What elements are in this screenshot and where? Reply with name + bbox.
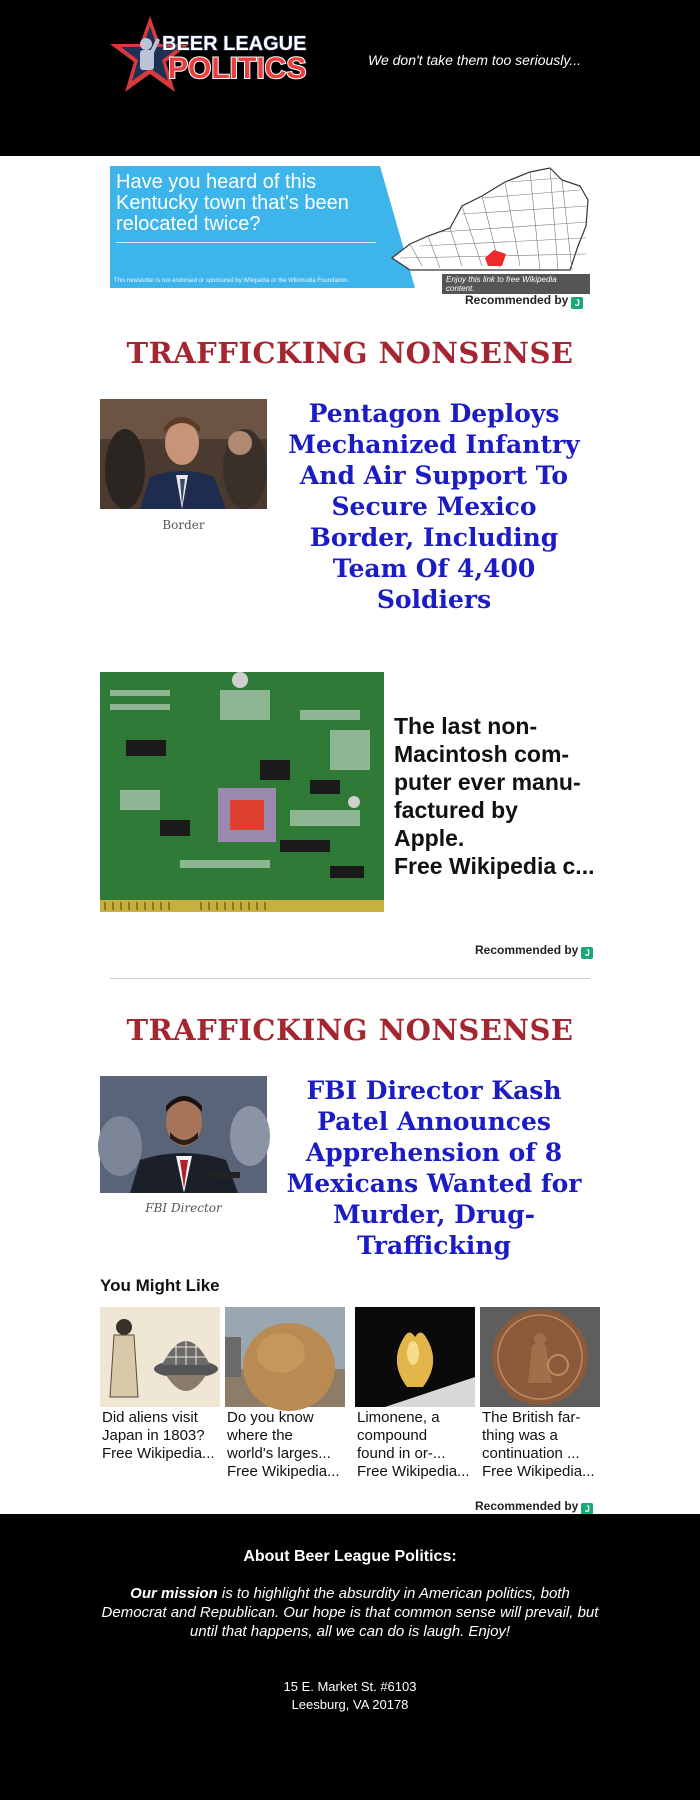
- section-title: TRAFFICKING NONSENSE: [126, 1013, 574, 1047]
- recommendation-card[interactable]: [225, 1307, 345, 1481]
- site-logo[interactable]: [112, 14, 334, 96]
- limonene-drop-image: [355, 1307, 475, 1407]
- about-title: About Beer League Politics:: [243, 1548, 457, 1565]
- ad-divider: [116, 242, 376, 243]
- promo-line: The last non-: [394, 713, 538, 739]
- jeeng-logo-icon: J: [571, 297, 583, 309]
- article-photo-fbi-director[interactable]: [100, 1076, 267, 1193]
- recommendation-text: Do you know where the world's larges... Free Wikipedia...: [227, 1409, 340, 1480]
- recommended-by-label: Recommended by: [475, 943, 579, 957]
- promo-line: factured by: [394, 797, 518, 823]
- recommendation-card[interactable]: [100, 1307, 220, 1463]
- promo-line: puter ever manu-: [394, 769, 581, 795]
- ad-banner[interactable]: [110, 166, 590, 293]
- ad-headline[interactable]: Have you heard of this Kentucky town that's been relocated twice?: [116, 171, 349, 235]
- jeeng-logo-icon: J: [581, 1503, 593, 1515]
- promo-line: Apple.: [394, 825, 465, 851]
- mailing-address: [0, 1678, 700, 1714]
- recommended-by-badge[interactable]: [475, 1499, 593, 1515]
- recommendation-text: Limonene, a compound found in or-... Free Wikipedia...: [357, 1409, 470, 1480]
- ad-cta-link[interactable]: Enjoy this link to free Wikipedia content.: [442, 274, 590, 294]
- mission-text: is to highlight the absurdity in American politics, both Democrat and Republican. Our hope is that common sense will prevail, but until that happens, all we can do is laugh. Enjoy!: [101, 1585, 599, 1640]
- recommendation-card[interactable]: [480, 1307, 600, 1481]
- recommendation-text: The British far- thing was a continuation ... Free Wikipedia...: [482, 1409, 595, 1480]
- photo-caption: Border: [162, 518, 205, 532]
- fbi-director-image: [100, 1076, 267, 1193]
- photo-caption: FBI Director: [145, 1201, 222, 1215]
- ufo-drawing-image: [100, 1307, 220, 1407]
- recommended-by-label: Recommended by: [465, 293, 569, 307]
- recommended-by-badge[interactable]: [465, 293, 583, 309]
- promo-line: Free Wikipedia c...: [394, 853, 595, 879]
- promo-text-link[interactable]: [394, 712, 606, 880]
- section-divider: [110, 978, 590, 979]
- recommendation-card[interactable]: [355, 1307, 475, 1481]
- svg-text:BEER LEAGUE: BEER LEAGUE: [162, 33, 307, 55]
- site-header: [0, 0, 700, 156]
- promo-line: Macintosh com-: [394, 741, 570, 767]
- circuit-board-image: [100, 670, 384, 926]
- mission-statement: [100, 1584, 600, 1641]
- article-headline-link[interactable]: Pentagon Deploys Mechanized Infantry And Air Support To Secure Mexico Border, Including Team Of 4,400 Soldiers: [288, 399, 580, 614]
- svg-text:POLITICS: POLITICS: [168, 52, 307, 85]
- logo-star-icon: [112, 14, 334, 96]
- site-tagline: We don't take them too seriously...: [368, 52, 582, 68]
- large-sphere-image: [225, 1307, 345, 1407]
- recommendation-text: Did aliens visit Japan in 1803? Free Wikipedia...: [102, 1409, 215, 1462]
- promo-image[interactable]: [100, 670, 384, 926]
- article-photo-border[interactable]: [100, 399, 267, 509]
- section-title: TRAFFICKING NONSENSE: [126, 336, 574, 370]
- farthing-coin-image: [480, 1307, 600, 1407]
- man-in-suit-image: [100, 399, 267, 509]
- jeeng-logo-icon: J: [581, 947, 593, 959]
- you-might-like-title: You Might Like: [100, 1276, 220, 1295]
- recommended-by-label: Recommended by: [475, 1499, 579, 1513]
- address-line-1: 15 E. Market St. #6103: [283, 1679, 417, 1694]
- ad-disclaimer: This newsletter is not endorsed or sponsored by Wikipedia or the Wikimedia Foundation.: [114, 278, 350, 284]
- article-headline-link[interactable]: FBI Director Kash Patel Announces Apprehension of 8 Mexicans Wanted for Murder, Drug-Trafficking: [286, 1076, 582, 1260]
- mission-bold: Our mission: [130, 1585, 218, 1602]
- recommended-by-badge[interactable]: [475, 943, 593, 959]
- address-line-2: Leesburg, VA 20178: [291, 1697, 409, 1712]
